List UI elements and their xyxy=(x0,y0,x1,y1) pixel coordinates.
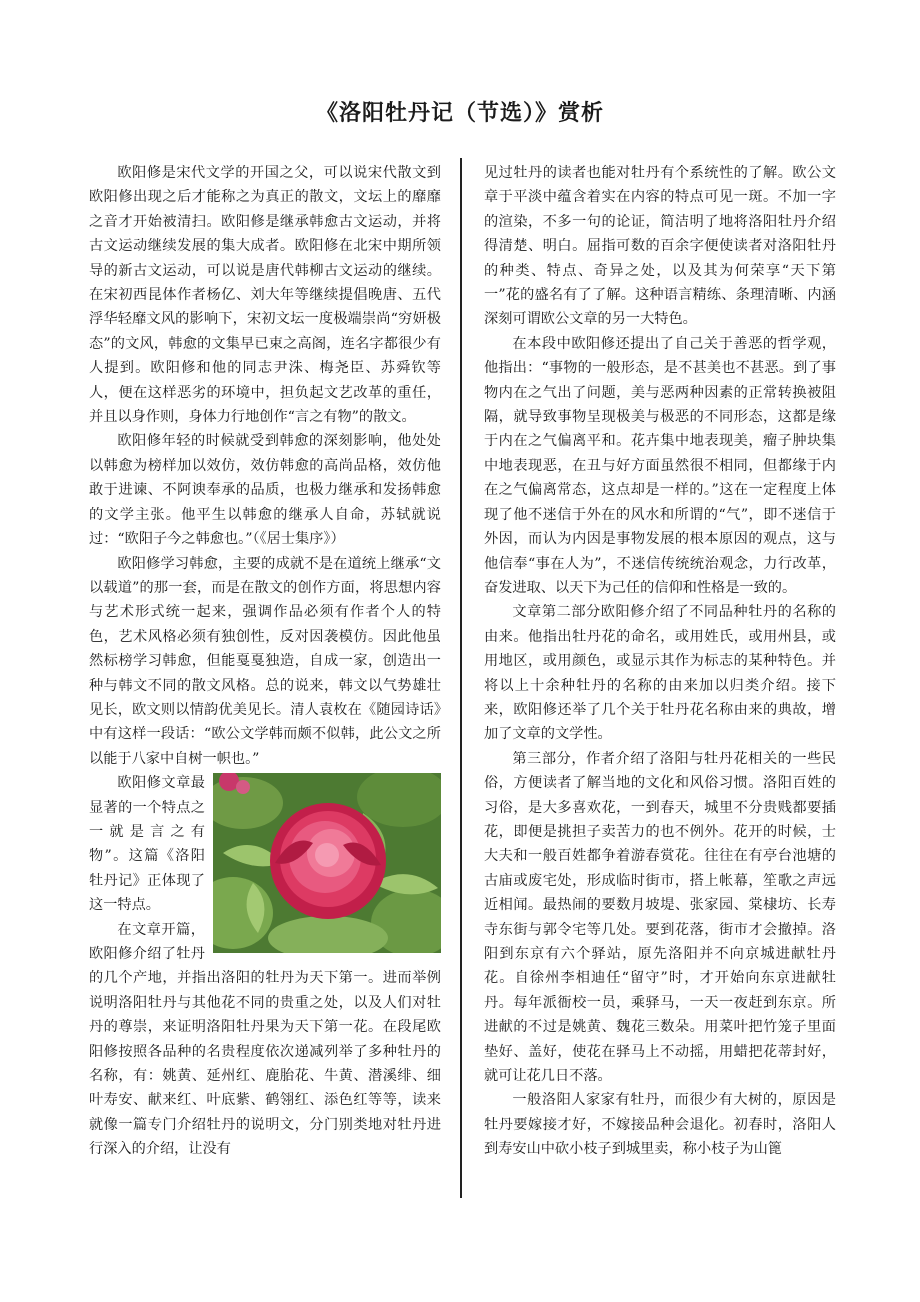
paragraph: 文章第二部分欧阳修介绍了不同品种牡丹的名称的由来。他指出牡丹花的命名，或用姓氏，或用州县，或用地区，或用颜色，或显示其作为标志的某种特色。并将以上十余种牡丹的名称的由来加以归类介绍。接下来，欧阳修还举了几个关于牡丹花名称由来的典故，增加了文章的文学性。 xyxy=(484,604,836,743)
paragraph: 欧阳修年轻的时候就受到韩愈的深刻影响，他处处以韩愈为榜样加以效仿，效仿韩愈的高尚品格，效仿他敢于进谏、不阿谀奉承的品质，也极力继承和发扬韩愈的文学主张。他平生以韩愈的继承人自命，苏轼就说过：“欧阳子今之韩愈也。”（《居士集序》） xyxy=(89,433,441,548)
left-column xyxy=(89,161,441,1162)
paragraph: 第三部分，作者介绍了洛阳与牡丹花相关的一些民俗，方便读者了解当地的文化和风俗习惯。洛阳百姓的习俗，是大多喜欢花，一到春天，城里不分贵贱都要插花，即便是挑担子卖苦力的也不例外。花开的时候，士大夫和一般百姓都争着游春赏花。往往在有亭台池塘的古庙或废宅处，形成临时街市，搭上帐幕，笙歌之声远近相闻。最热闹的要数月坡堤、张家园、棠棣坊、长寿寺东街与郭令宅等几处。要到花落，街市才会撤掉。洛阳到东京有六个驿站，原先洛阳并不向京城进献牡丹花。自徐州李相迪任“留守”时，才开始向东京进献牡丹。每年派衙校一员，乘驿马，一天一夜赶到东京。所进献的不过是姚黄、魏花三数朵。用菜叶把竹笼子里面垫好、盖好，使花在驿马上不动摇，用蜡把花蒂封好，就可让花几日不落。 xyxy=(484,750,836,1085)
paragraph: 见过牡丹的读者也能对牡丹有个系统性的了解。欧公文章于平淡中蕴含着实在内容的特点可见一斑。不加一字的渲染，不多一句的论证，简洁明了地将洛阳牡丹介绍得清楚、明白。屈指可数的百余字便使读者对洛阳牡丹的种类、特点、奇异之处，以及其为何荣享“天下第一”花的盛名有了了解。这种语言精练、条理清晰、内涵深刻可谓欧公文章的另一大特色。 xyxy=(484,165,836,328)
paragraph: 欧阳修学习韩愈，主要的成就不是在道统上继承“文以载道”的那一套，而是在散文的创作方面，将思想内容与艺术形式统一起来，强调作品必须有作者个人的特色，艺术风格必须有独创性，反对因袭模仿。因此他虽然标榜学习韩愈，但能戛戛独造，自成一家，创造出一种与韩文不同的散文风格。总的说来，韩文以气势雄壮见长，欧文则以情韵优美见长。清人袁枚在《随园诗话》中有这样一段话：“欧公文学韩而颇不似韩，此公文之所以能于八家中自树一帜也。” xyxy=(89,555,441,767)
paragraph: 欧阳修是宋代文学的开国之父，可以说宋代散文到欧阳修出现之后才能称之为真正的散文，文坛上的靡靡之音才开始被清扫。欧阳修是继承韩愈古文运动，并将古文运动继续发展的集大成者。欧阳修在北宋中期所领导的新古文运动，可以说是唐代韩柳古文运动的继续。在宋初西昆体作者杨亿、刘大年等继续提倡晚唐、五代浮华轻靡文风的影响下，宋初文坛一度极端崇尚“穷妍极态”的文风，韩愈的文集早已束之高阁，连名字都很少有人提到。欧阳修和他的同志尹洙、梅尧臣、苏舜钦等人，便在这样恶劣的环境中，担负起文艺改革的重任，并且以身作则，身体力行地创作“言之有物”的散文。 xyxy=(89,165,441,426)
peony-photo xyxy=(213,773,441,953)
peony-flower-image xyxy=(213,773,441,953)
right-column xyxy=(484,161,836,1162)
paragraph: 一般洛阳人家家有牡丹，而很少有大树的，原因是牡丹要嫁接才好，不嫁接品种会退化。初春时，洛阳人到寿安山中砍小枝子到城里卖，称小枝子为山篦 xyxy=(484,1092,836,1158)
paragraph: 在本段中欧阳修还提出了自己关于善恶的哲学观，他指出：“事物的一般形态，是不甚美也不甚恶。到了事物内在之气出了问题，美与恶两种因素的正常转换被阻隔，就导致事物呈现极美与极恶的不同形态，这都是缘于内在之气偏离平和。花卉集中地表现美，瘤子肿块集中地表现恶，在丑与好方面虽然很不相同，但都缘于内在之气偏离常态，这点却是一样的。”这在一定程度上体现了他不迷信于外在的风水和所谓的“气”，即不迷信于外因，而认为内因是事物发展的根本原因的观点，这与他信奉“事在人为”，不迷信传统统治观念，力行改革，奋发进取、以天下为己任的信仰和性格是一致的。 xyxy=(484,335,836,596)
page-title: 《洛阳牡丹记（节选）》赏析 xyxy=(315,100,604,126)
paragraph: 欧阳修文章最显著的一个特点之一就是言之有物”。这篇《洛阳牡丹记》正体现了这一特点。 xyxy=(89,775,205,914)
paragraph: 在文章开篇，欧阳修介绍了牡丹的几个产地，并指出洛阳的牡丹为天下第一。进而举例说明洛阳牡丹与其他花不同的贵重之处，以及人们对牡丹的尊崇，来证明洛阳牡丹果为天下第一花。在段尾欧阳修按照各品种的名贵程度依次递减列举了多种牡丹的名称，有：姚黄、延州红、鹿胎花、牛黄、潜溪绯、细叶寿安、献来红、叶底紫、鹤翎红、添色红等等，读来就像一篇专门介绍牡丹的说明文，分门别类地对牡丹进行深入的介绍，让没有 xyxy=(89,921,441,1158)
column-divider xyxy=(460,158,462,1198)
